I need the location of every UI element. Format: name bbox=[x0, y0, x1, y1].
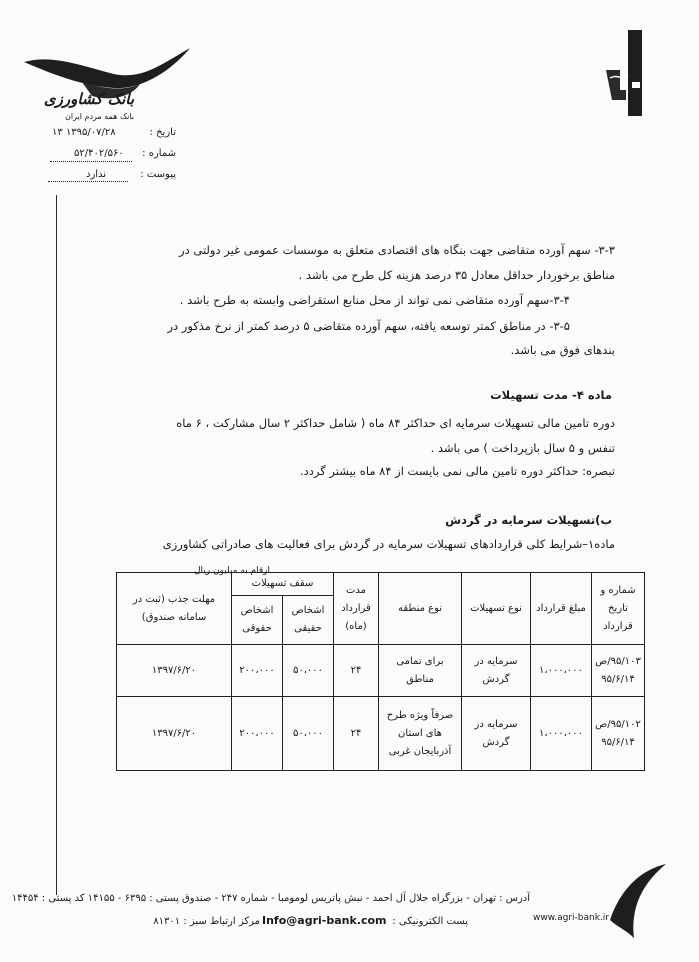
header-natural-persons: اشخاص حقیقی bbox=[283, 596, 334, 645]
para-3-5-line2: بندهای فوق می باشد. bbox=[510, 343, 615, 357]
article-1-heading: ماده۱–شرایط کلی قراردادهای تسهیلات سرمایه در گردش برای فعالیت های صادراتی کشاورزی bbox=[162, 537, 615, 551]
date-value: ۱۳۹۵/۰۷/۲۸ ۱۳ bbox=[52, 127, 116, 138]
attachment-underline bbox=[48, 181, 128, 182]
article-4-line2: تنفس و ۵ سال بازپرداخت ) می باشد . bbox=[430, 441, 615, 455]
footer-website: www.agri-bank.ir bbox=[533, 913, 609, 923]
para-3-3-line1: ۳-۳- سهم آورده متقاضی جهت بنگاه های اقتصادی متعلق به موسسات عمومی غیر دولتی در bbox=[179, 243, 615, 257]
para-3-4: ۳-۴-سهم آورده متقاضی نمی تواند از محل منابع استقراضی وابسته به طرح باشد . bbox=[179, 293, 570, 307]
cell-natural: ۵۰،۰۰۰ bbox=[283, 697, 334, 771]
cell-deadline: ۱۳۹۷/۶/۲۰ bbox=[117, 697, 232, 771]
number-underline bbox=[50, 161, 132, 162]
header-ceiling: سقف تسهیلات bbox=[232, 573, 334, 596]
table-header-row bbox=[117, 573, 645, 596]
table-row bbox=[117, 645, 645, 697]
cell-legal: ۲۰۰،۰۰۰ bbox=[232, 645, 283, 697]
cell-amount: ۱،۰۰۰،۰۰۰ bbox=[531, 645, 592, 697]
cell-duration: ۲۴ bbox=[334, 697, 379, 771]
table-unit-note: ارقام به میلیون ریال bbox=[194, 566, 270, 576]
para-3-5-line1: ۳-۵- در مناطق کمتر توسعه یافته، سهم آورده متقاضی ۵ درصد کمتر از نرخ مذکور در bbox=[167, 319, 570, 333]
cell-amount: ۱،۰۰۰،۰۰۰ bbox=[531, 697, 592, 771]
bank-name: بانک کشاورزی bbox=[43, 90, 134, 108]
cell-region: صرفاً ویژه طرح های استان آذربایجان غربی bbox=[379, 697, 462, 771]
cell-legal: ۲۰۰،۰۰۰ bbox=[232, 697, 283, 771]
footer-logo-icon bbox=[600, 860, 670, 940]
cell-natural: ۵۰،۰۰۰ bbox=[283, 645, 334, 697]
attachment-label: پیوست : bbox=[140, 169, 176, 180]
header-region-type: نوع منطقه bbox=[379, 573, 462, 645]
header-legal-persons: اشخاص حقوقی bbox=[232, 596, 283, 645]
bank-slogan: بانک همه مردم ایران bbox=[65, 112, 134, 121]
section-b-heading: ب)تسهیلات سرمایه در گردش bbox=[445, 513, 612, 527]
cell-duration: ۲۴ bbox=[334, 645, 379, 697]
header-duration: مدت قرارداد (ماه) bbox=[334, 573, 379, 645]
footer-email: Info@agri-bank.com bbox=[262, 914, 387, 927]
footer-call-center: مرکز ارتباط سبز : ۸۱۳۰۱ bbox=[153, 916, 260, 927]
footer-email-label: پست الکترونیکی : bbox=[392, 916, 468, 927]
footer-address: آدرس : تهران - بزرگراه جلال آل احمد - نبش پاتریس لومومبا - شماره ۲۴۷ - صندوق پستی : ۶۳۹۵ - ۱۴۱۵۵ کد پستی : ۱۴۴۵۴ bbox=[11, 893, 530, 904]
header-contract-no: شماره و تاریخ قرارداد bbox=[592, 573, 645, 645]
cell-contract-no: ۹۵/۱۰۲/ص ۹۵/۶/۱۴ bbox=[592, 697, 645, 771]
margin-line bbox=[56, 195, 57, 895]
facilities-table bbox=[116, 572, 645, 771]
cell-facility: سرمایه در گردش bbox=[462, 697, 531, 771]
article-4-line1: دوره تامین مالی تسهیلات سرمایه ای حداکثر ۸۴ ماه ( شامل حداکثر ۲ سال مشارکت ، ۶ ماه bbox=[176, 416, 615, 430]
emblem-icon bbox=[602, 30, 648, 116]
date-label: تاریخ : bbox=[149, 127, 176, 138]
article-4-heading: ماده ۴- مدت تسهیلات bbox=[490, 388, 612, 402]
para-3-3-line2: مناطق برخوردار حداقل معادل ۳۵ درصد هزینه کل طرح می باشد . bbox=[298, 268, 615, 282]
header-facility-type: نوع تسهیلات bbox=[462, 573, 531, 645]
cell-region: برای تمامی مناطق bbox=[379, 645, 462, 697]
table-row bbox=[117, 697, 645, 771]
cell-facility: سرمایه در گردش bbox=[462, 645, 531, 697]
cell-contract-no: ۹۵/۱۰۳/ص ۹۵/۶/۱۴ bbox=[592, 645, 645, 697]
attachment-value: ندارد bbox=[86, 169, 107, 180]
number-label: شماره : bbox=[142, 148, 176, 159]
header-contract-amount: مبلغ قرارداد bbox=[531, 573, 592, 645]
cell-deadline: ۱۳۹۷/۶/۲۰ bbox=[117, 645, 232, 697]
header-deadline: مهلت جذب (ثبت در سامانه صندوق) bbox=[117, 573, 232, 645]
number-value: ۵۲/۴۰۲/۵۶۰ bbox=[74, 148, 124, 159]
article-4-note: تبصره: حداکثر دوره تامین مالی نمی بایست از ۸۴ ماه بیشتر گردد. bbox=[300, 464, 615, 478]
